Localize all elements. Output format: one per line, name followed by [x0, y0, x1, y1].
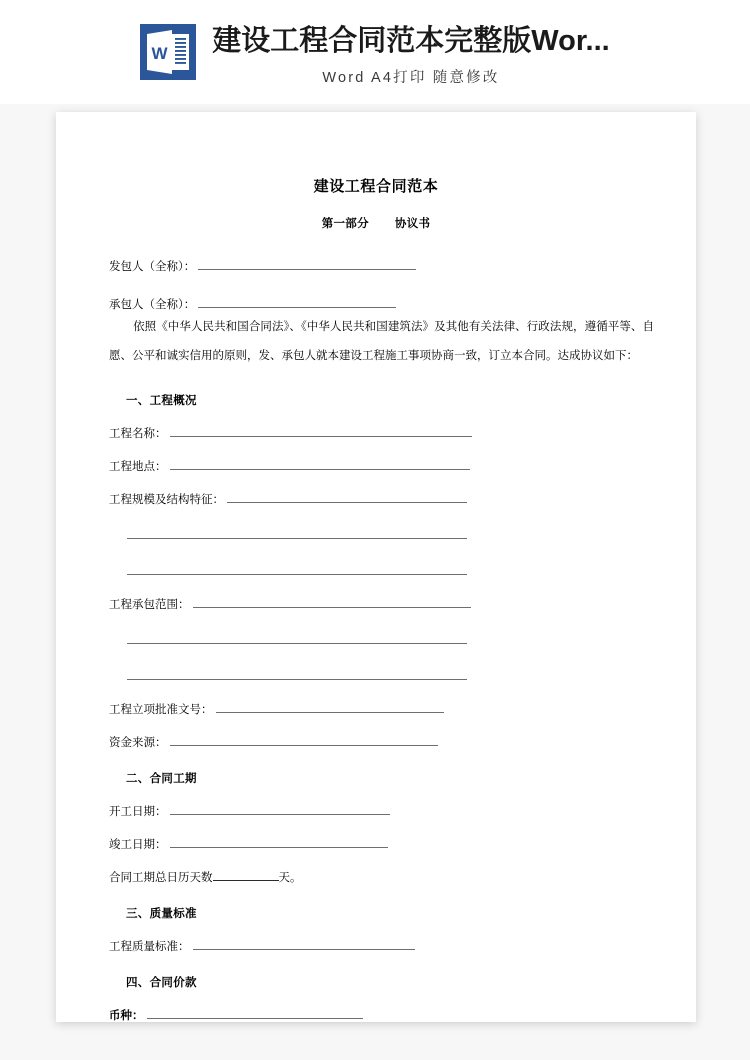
- form-field-row: [109, 491, 668, 508]
- form-field-row: [109, 734, 668, 751]
- form-field-row: [109, 803, 668, 820]
- field-input-rule[interactable]: [127, 563, 467, 575]
- form-continuation-row: [109, 563, 696, 580]
- document-title: 建设工程合同范本: [313, 178, 439, 195]
- field-label: 工程地点：: [109, 461, 167, 473]
- form-field-row: [109, 425, 668, 442]
- field-input-rule[interactable]: [216, 701, 444, 713]
- field-label: 工程名称：: [109, 428, 167, 440]
- field-input-rule[interactable]: [127, 632, 467, 644]
- document-page: [56, 112, 696, 1022]
- section-heading: 一、工程概况: [126, 395, 197, 407]
- document-sections: [56, 392, 696, 1024]
- part-name: 协议书: [394, 218, 431, 230]
- field-label: 币种：: [109, 1010, 144, 1022]
- svg-text:W: W: [151, 44, 168, 63]
- section-heading: 二、合同工期: [126, 773, 197, 785]
- form-inline-row: [109, 869, 668, 886]
- field-label: 承包人（全称）：: [109, 299, 196, 311]
- preamble-text: 依照《中华人民共和国合同法》、《中华人民共和国建筑法》及其他有关法律、行政法规，遵循平等、自愿、公平和诚实信用的原则，发、承包人就本建设工程施工事项协商一致，订立本合同。达成协议如下：: [109, 321, 654, 362]
- field-input-rule[interactable]: [213, 869, 279, 881]
- form-field-row: [109, 938, 668, 955]
- form-continuation-row: [109, 668, 696, 685]
- field-label: 工程立项批准文号：: [109, 704, 213, 716]
- form-field-row: [109, 258, 668, 275]
- word-document-icon: [140, 24, 196, 80]
- field-label: 开工日期：: [109, 806, 167, 818]
- field-label: 资金来源：: [109, 737, 167, 749]
- field-label: 竣工日期：: [109, 839, 167, 851]
- form-field-row: [109, 458, 668, 475]
- field-label: 发包人（全称）：: [109, 261, 196, 273]
- party-field-group: [56, 258, 696, 313]
- document-part-line: [56, 215, 696, 231]
- field-input-rule[interactable]: [227, 491, 467, 503]
- inline-suffix-label: 天。: [278, 872, 302, 884]
- page-header: [0, 0, 750, 104]
- page-subtitle: Word A4打印 随意修改: [322, 70, 500, 86]
- field-label: 工程质量标准：: [109, 941, 190, 953]
- page-title: 建设工程合同范本完整版Wor...: [212, 25, 610, 57]
- document-body: [56, 112, 696, 1024]
- form-continuation-row: [109, 632, 696, 649]
- section-heading: 四、合同价款: [126, 977, 197, 989]
- field-input-rule[interactable]: [170, 458, 470, 470]
- form-field-row: [109, 296, 668, 313]
- field-input-rule[interactable]: [198, 258, 416, 270]
- form-continuation-row: [109, 527, 696, 544]
- field-input-rule[interactable]: [127, 668, 467, 680]
- field-label: 工程规模及结构特征：: [109, 494, 224, 506]
- field-input-rule[interactable]: [170, 734, 438, 746]
- field-input-rule[interactable]: [198, 296, 396, 308]
- field-input-rule[interactable]: [127, 527, 467, 539]
- preamble-paragraph: [109, 313, 654, 371]
- section-heading: 三、质量标准: [126, 908, 197, 920]
- form-field-row: [109, 836, 668, 853]
- field-label: 工程承包范围：: [109, 599, 190, 611]
- field-input-rule[interactable]: [147, 1007, 363, 1019]
- form-field-row: [109, 596, 668, 613]
- part-label: 第一部分: [321, 218, 369, 230]
- field-input-rule[interactable]: [193, 596, 471, 608]
- form-field-row: [109, 701, 668, 718]
- field-input-rule[interactable]: [170, 425, 472, 437]
- inline-prefix-label: 合同工期总日历天数: [109, 872, 213, 884]
- field-input-rule[interactable]: [193, 938, 415, 950]
- field-input-rule[interactable]: [170, 836, 388, 848]
- field-input-rule[interactable]: [170, 803, 390, 815]
- form-field-row: [109, 1007, 668, 1024]
